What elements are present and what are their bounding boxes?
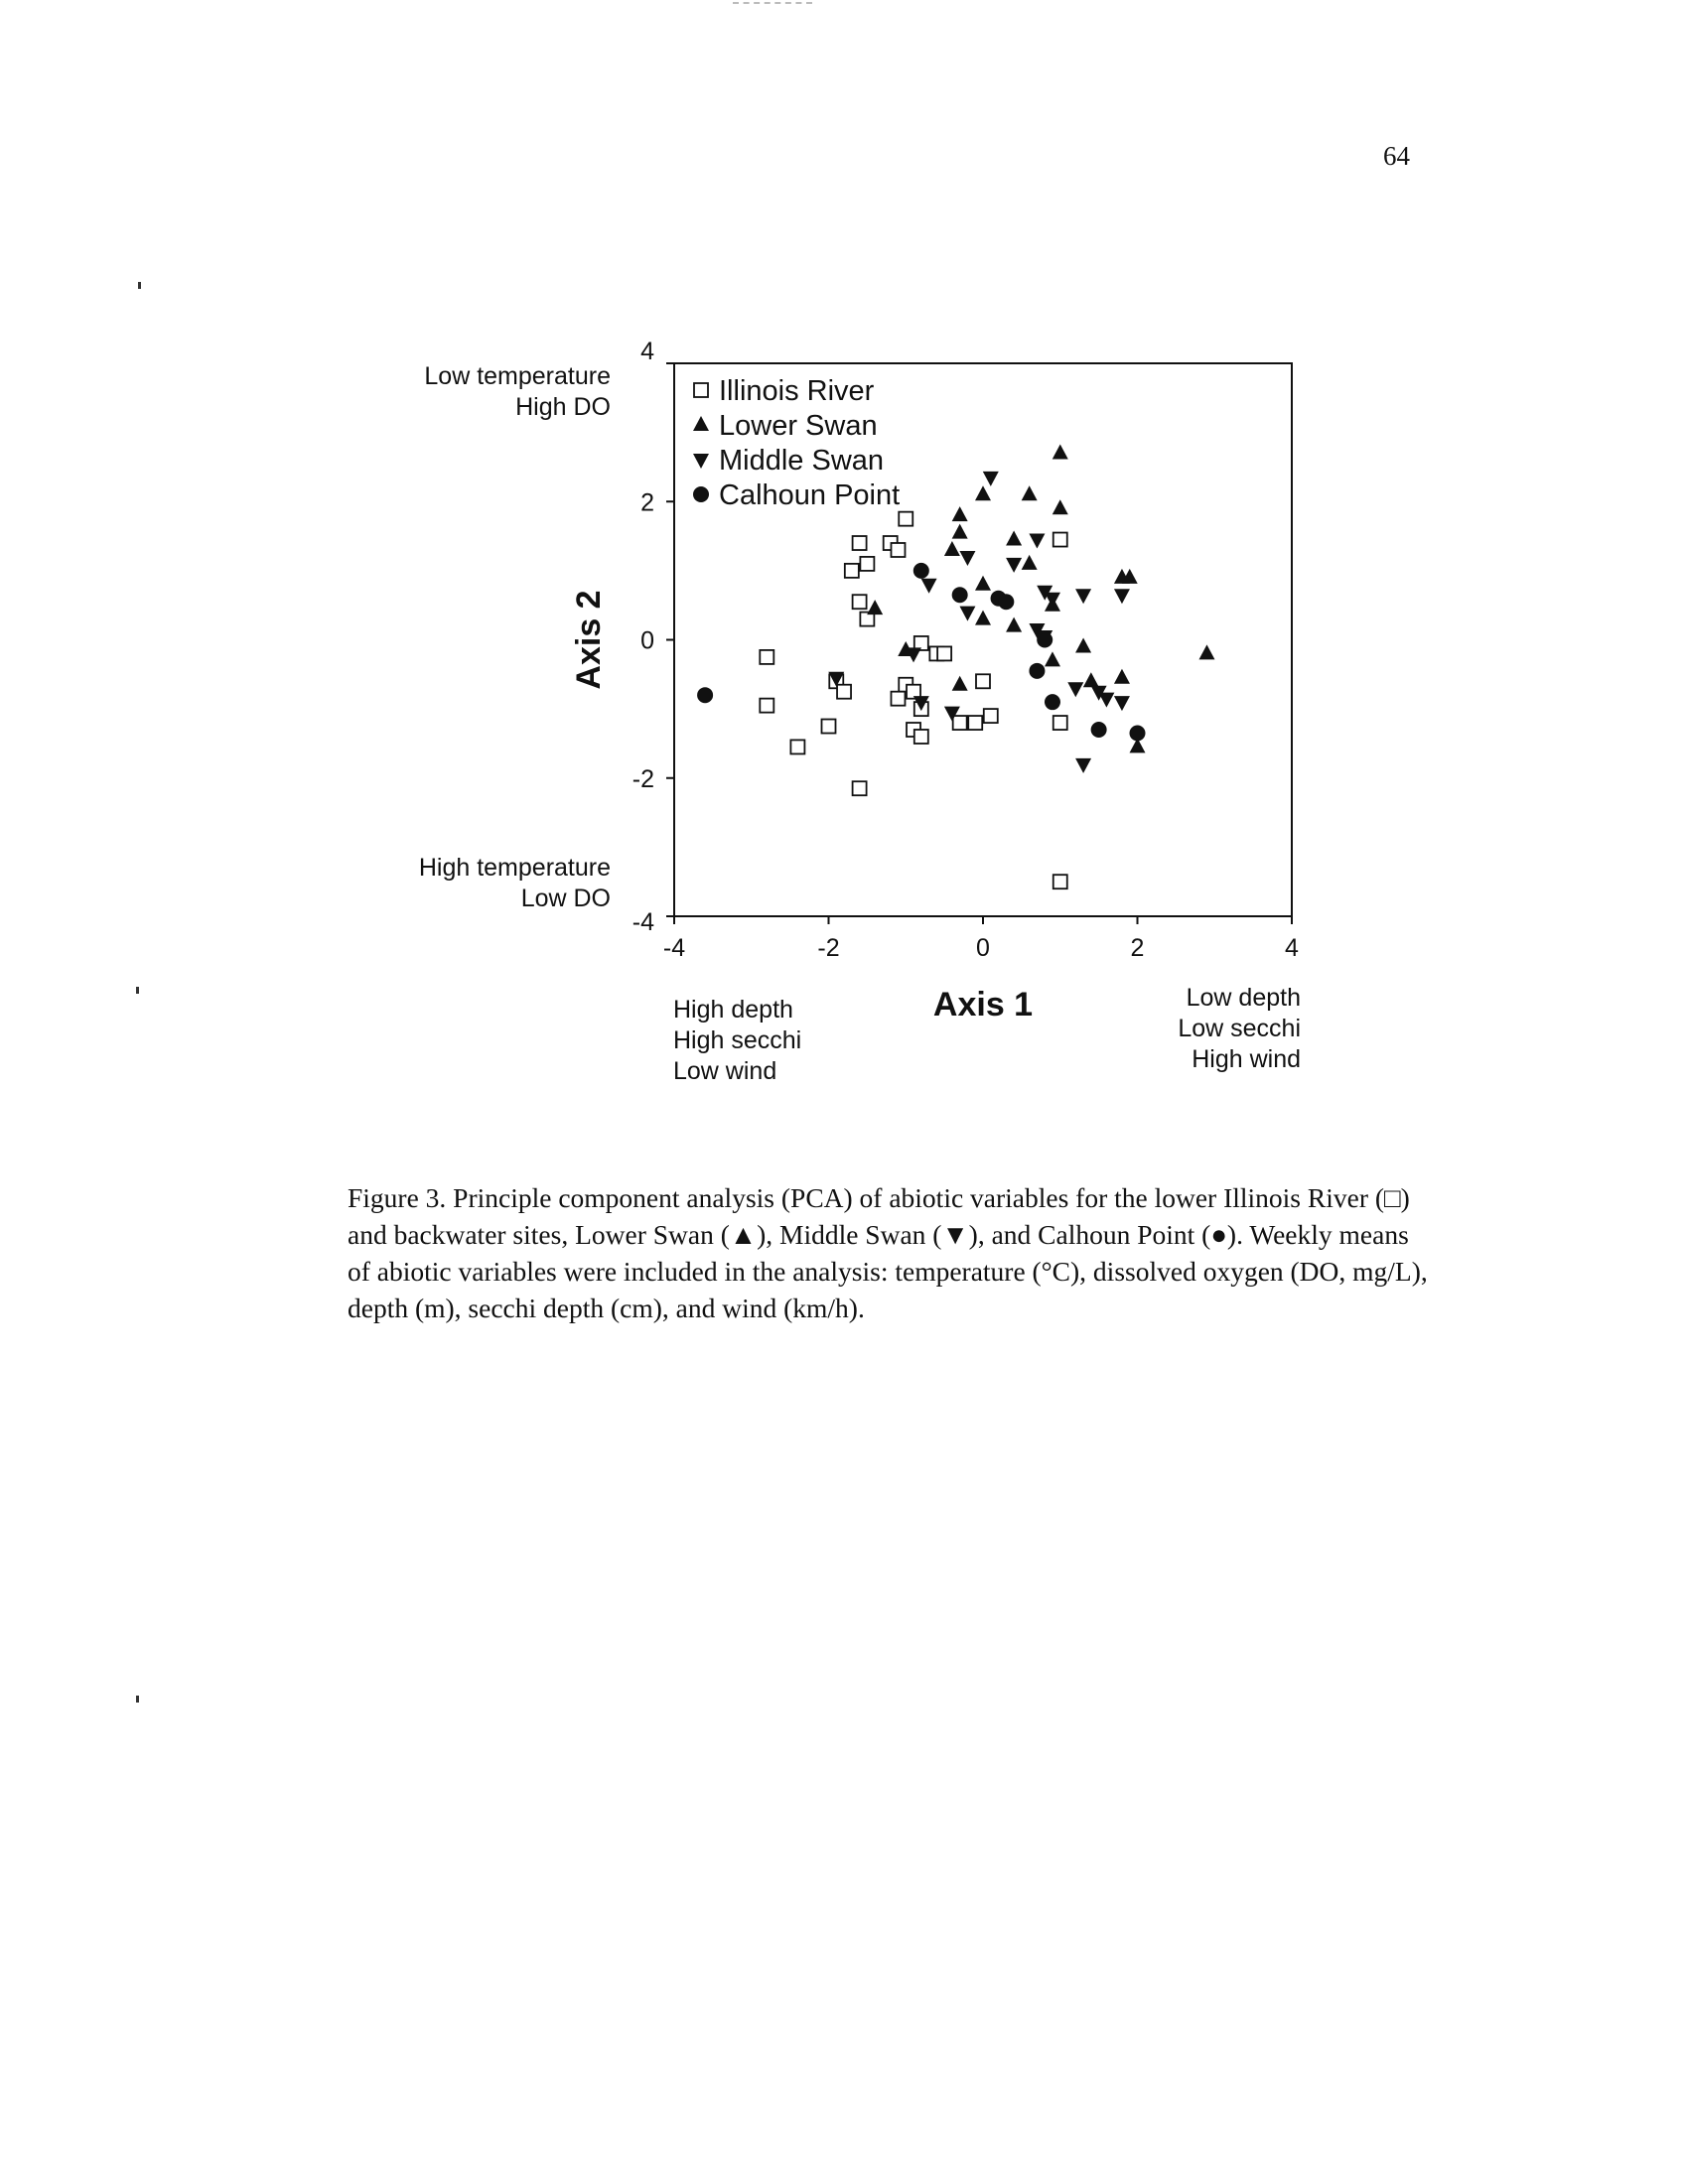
x-axis-title: Axis 1 [932,986,1034,1024]
illinois-river-point [953,716,967,730]
calhoun-point-point [952,587,968,603]
y-tick-label: -4 [632,908,654,936]
legend-label: Calhoun Point [719,479,901,511]
lower-swan-point [975,576,991,591]
lower-swan-point [1045,651,1060,666]
x-tick-label: -2 [817,934,840,962]
calhoun-point-point [913,563,929,579]
illinois-river-point [1053,533,1067,547]
y-tick-label: 0 [640,626,654,655]
illinois-river-point [845,564,859,578]
middle-swan-point [959,551,975,566]
legend-marker [694,383,708,397]
x-tick-label: 2 [1130,934,1145,962]
middle-swan-point [1114,696,1130,711]
y-high-line: High DO [515,393,611,421]
middle-swan-point [1075,589,1091,604]
lower-swan-point [1006,617,1022,632]
legend-label: Illinois River [719,375,875,407]
x-low-line: Low wind [673,1057,777,1085]
illinois-river-point [891,692,905,706]
legend-label: Lower Swan [719,410,878,442]
calhoun-point-point [998,594,1014,610]
lower-swan-point [1052,445,1068,460]
lower-swan-point [1075,637,1091,652]
legend-marker [693,486,709,502]
x-tick-label: 4 [1285,934,1299,962]
lower-swan-point [952,524,968,539]
lower-swan-point [975,485,991,500]
middle-swan-point [1098,693,1114,708]
illinois-river-point [1053,875,1067,888]
figure-caption: Figure 3. Principle component analysis (PCA) of abiotic variables for the lower Illinois River (□) and backwater sites, Lower Swan (▲), Middle Swan (▼), and Calhoun Point (●). Weekly means of abiotic variables were included in the analysis: temperature (°C), dissolved oxygen (DO, mg/L), depth (m), secchi depth (cm), and wind (km/h). [348,1182,1428,1323]
middle-swan-point [1029,534,1045,549]
illinois-river-point [1053,716,1067,730]
illinois-river-point [968,716,982,730]
illinois-river-point [976,674,990,688]
lower-swan-point [952,506,968,521]
stray-mark [136,1696,139,1703]
page-number: 64 [1383,141,1410,171]
middle-swan-point [1006,558,1022,573]
y-axis-title: Axis 2 [570,590,608,690]
lower-swan-point [952,676,968,691]
middle-swan-point [921,579,937,594]
illinois-river-point [860,557,874,571]
calhoun-point-point [1029,663,1045,679]
middle-swan-point [959,607,975,621]
lower-swan-point [1022,555,1038,570]
lower-swan-point [1022,485,1038,500]
x-low-line: High secchi [673,1026,802,1054]
middle-swan-point [1114,589,1130,604]
middle-swan-point [1067,682,1083,697]
illinois-river-point [853,595,867,609]
illinois-river-point [984,709,998,723]
y-tick-label: -2 [632,764,654,793]
calhoun-point-point [697,687,713,703]
legend-marker [693,454,709,469]
x-high-line: Low depth [1186,984,1301,1012]
x-tick-label: 0 [976,934,990,962]
x-high-line: Low secchi [1178,1015,1301,1042]
x-high-line: High wind [1192,1045,1301,1073]
calhoun-point-point [1130,725,1146,741]
legend-label: Middle Swan [719,445,885,477]
middle-swan-point [1045,593,1060,608]
y-low-line: High temperature [418,854,611,882]
illinois-river-point [760,699,773,713]
illinois-river-point [790,740,804,753]
legend-marker [693,416,709,431]
y-low-line: Low DO [520,885,611,912]
calhoun-point-point [1091,722,1107,738]
lower-swan-point [1198,644,1214,659]
illinois-river-point [937,646,951,660]
lower-swan-point [867,600,883,614]
middle-swan-point [983,472,999,486]
lower-swan-point [1052,499,1068,514]
lower-swan-point [944,541,960,556]
x-low-line: High depth [673,996,793,1024]
illinois-river-point [853,536,867,550]
illinois-river-point [822,720,836,734]
illinois-river-point [853,781,867,795]
illinois-river-point [760,650,773,664]
lower-swan-point [1114,669,1130,684]
illinois-river-point [837,685,851,699]
illinois-river-point [914,730,928,744]
lower-swan-point [1083,672,1099,687]
calhoun-point-point [1037,632,1052,648]
illinois-river-point [891,543,905,557]
y-tick-label: 4 [640,338,654,365]
middle-swan-point [1075,758,1091,773]
x-tick-label: -4 [662,934,686,962]
lower-swan-point [975,611,991,625]
lower-swan-point [1006,531,1022,546]
y-high-line: Low temperature [424,362,611,390]
y-tick-label: 2 [640,488,654,517]
illinois-river-point [899,512,912,526]
legend [693,375,900,511]
calhoun-point-point [1045,694,1060,710]
